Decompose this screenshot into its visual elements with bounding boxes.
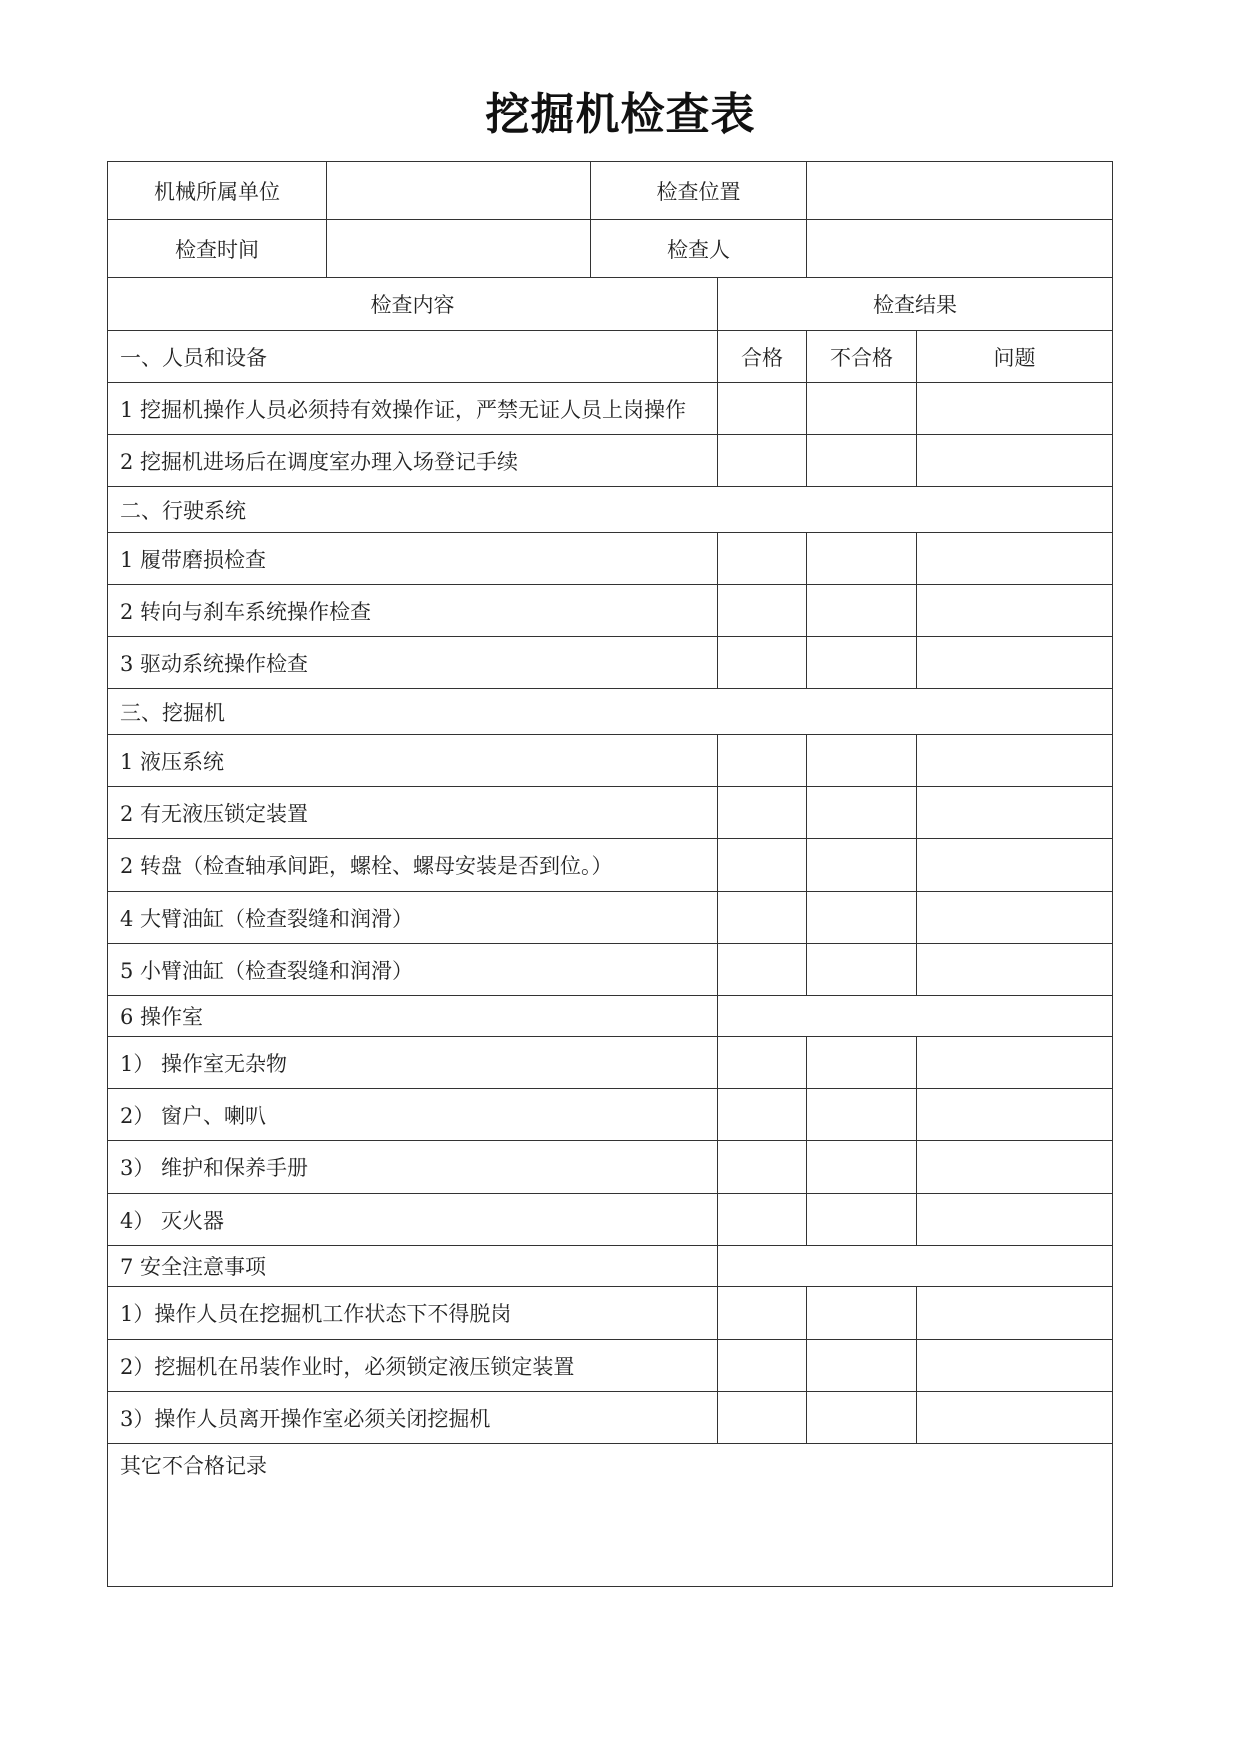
checklist-item: 4） 灭火器	[108, 1194, 718, 1246]
checklist-item: 2 转盘（检查轴承间距，螺栓、螺母安装是否到位。）	[108, 839, 718, 892]
pass-cell[interactable]	[718, 892, 807, 944]
issue-cell[interactable]	[917, 839, 1113, 892]
fail-cell[interactable]	[807, 839, 917, 892]
issue-cell[interactable]	[917, 383, 1113, 435]
checklist-item: 3） 维护和保养手册	[108, 1141, 718, 1194]
issue-cell[interactable]	[917, 435, 1113, 487]
issue-column-header: 问题	[917, 331, 1113, 383]
fail-cell[interactable]	[807, 637, 917, 689]
checklist-item: 2 挖掘机进场后在调度室办理入场登记手续	[108, 435, 718, 487]
pass-cell[interactable]	[718, 533, 807, 585]
unit-label: 机械所属单位	[108, 162, 327, 220]
result-column-header: 检查结果	[718, 278, 1113, 331]
pass-cell[interactable]	[718, 1392, 807, 1444]
pass-cell[interactable]	[718, 787, 807, 839]
checklist-item: 1 挖掘机操作人员必须持有效操作证，严禁无证人员上岗操作	[108, 383, 718, 435]
pass-cell[interactable]	[718, 1194, 807, 1246]
fail-cell[interactable]	[807, 1141, 917, 1194]
fail-cell[interactable]	[807, 892, 917, 944]
location-label: 检查位置	[591, 162, 807, 220]
issue-cell[interactable]	[917, 637, 1113, 689]
checklist-item: 1 履带磨损检查	[108, 533, 718, 585]
fail-cell[interactable]	[807, 383, 917, 435]
inspection-table	[107, 161, 1113, 1587]
fail-cell[interactable]	[807, 1037, 917, 1089]
fail-cell[interactable]	[807, 533, 917, 585]
pass-cell[interactable]	[718, 1287, 807, 1340]
issue-cell[interactable]	[917, 1141, 1113, 1194]
page-title: 挖掘机检查表	[485, 89, 756, 140]
fail-cell[interactable]	[807, 1194, 917, 1246]
section-title: 6 操作室	[108, 996, 718, 1037]
fail-column-header: 不合格	[807, 331, 917, 383]
pass-cell[interactable]	[718, 637, 807, 689]
section-title: 三、挖掘机	[108, 689, 1113, 735]
issue-cell[interactable]	[917, 1037, 1113, 1089]
checklist-item: 5 小臂油缸（检查裂缝和润滑）	[108, 944, 718, 996]
pass-cell[interactable]	[718, 839, 807, 892]
issue-cell[interactable]	[917, 585, 1113, 637]
checklist-item: 2）挖掘机在吊装作业时，必须锁定液压锁定装置	[108, 1340, 718, 1392]
checklist-item: 1） 操作室无杂物	[108, 1037, 718, 1089]
pass-cell[interactable]	[718, 1089, 807, 1141]
pass-cell[interactable]	[718, 383, 807, 435]
fail-cell[interactable]	[807, 1089, 917, 1141]
location-value-field[interactable]	[807, 162, 1113, 220]
section-title: 7 安全注意事项	[108, 1246, 718, 1287]
section-title: 一、人员和设备	[108, 331, 718, 383]
checklist-item: 2） 窗户、喇叭	[108, 1089, 718, 1141]
checklist-item: 3）操作人员离开操作室必须关闭挖掘机	[108, 1392, 718, 1444]
pass-column-header: 合格	[718, 331, 807, 383]
pass-cell[interactable]	[718, 435, 807, 487]
checklist-item: 1 液压系统	[108, 735, 718, 787]
inspector-value-field[interactable]	[807, 220, 1113, 278]
issue-cell[interactable]	[917, 1194, 1113, 1246]
issue-cell[interactable]	[917, 1340, 1113, 1392]
section-title: 二、行驶系统	[108, 487, 1113, 533]
checklist-item: 4 大臂油缸（检查裂缝和润滑）	[108, 892, 718, 944]
issue-cell[interactable]	[917, 1392, 1113, 1444]
issue-cell[interactable]	[917, 1089, 1113, 1141]
issue-cell[interactable]	[917, 1287, 1113, 1340]
time-value-field[interactable]	[327, 220, 591, 278]
section-blank-cell	[718, 1246, 1113, 1287]
issue-cell[interactable]	[917, 533, 1113, 585]
pass-cell[interactable]	[718, 944, 807, 996]
issue-cell[interactable]	[917, 944, 1113, 996]
inspector-label: 检查人	[591, 220, 807, 278]
pass-cell[interactable]	[718, 585, 807, 637]
issue-cell[interactable]	[917, 787, 1113, 839]
fail-cell[interactable]	[807, 1392, 917, 1444]
fail-cell[interactable]	[807, 435, 917, 487]
content-column-header: 检查内容	[108, 278, 718, 331]
fail-cell[interactable]	[807, 944, 917, 996]
checklist-item: 1）操作人员在挖掘机工作状态下不得脱岗	[108, 1287, 718, 1340]
fail-cell[interactable]	[807, 585, 917, 637]
pass-cell[interactable]	[718, 1340, 807, 1392]
time-label: 检查时间	[108, 220, 327, 278]
checklist-item: 3 驱动系统操作检查	[108, 637, 718, 689]
fail-cell[interactable]	[807, 787, 917, 839]
checklist-item: 2 有无液压锁定装置	[108, 787, 718, 839]
unit-value-field[interactable]	[327, 162, 591, 220]
pass-cell[interactable]	[718, 1141, 807, 1194]
fail-cell[interactable]	[807, 1340, 917, 1392]
checklist-item: 2 转向与刹车系统操作检查	[108, 585, 718, 637]
issue-cell[interactable]	[917, 892, 1113, 944]
issue-cell[interactable]	[917, 735, 1113, 787]
other-nonconformance-record[interactable]: 其它不合格记录	[108, 1444, 1113, 1587]
pass-cell[interactable]	[718, 735, 807, 787]
fail-cell[interactable]	[807, 735, 917, 787]
section-blank-cell	[718, 996, 1113, 1037]
pass-cell[interactable]	[718, 1037, 807, 1089]
fail-cell[interactable]	[807, 1287, 917, 1340]
